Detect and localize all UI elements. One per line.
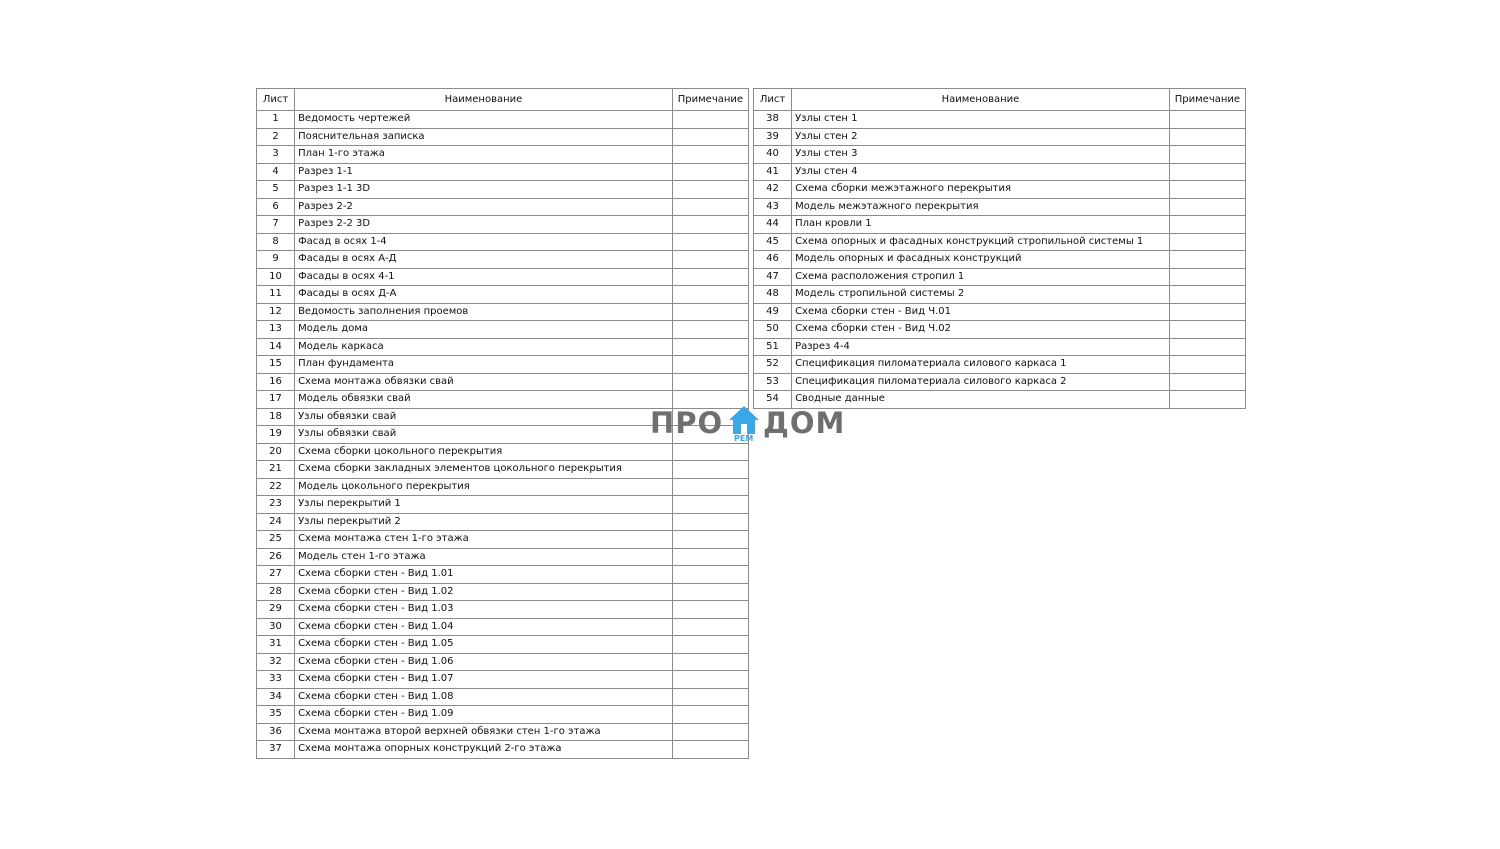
sheet-name-cell: План кровли 1 xyxy=(792,216,1170,234)
sheet-name-cell: Фасады в осях 4-1 xyxy=(295,268,673,286)
sheet-number-cell: 29 xyxy=(257,601,295,619)
note-cell xyxy=(1169,251,1245,269)
table-row xyxy=(754,373,1246,391)
drawings-list-table-right xyxy=(753,88,1246,409)
table-row xyxy=(754,338,1246,356)
sheet-name-cell: Схема монтажа второй верхней обвязки стен 1-го этажа xyxy=(295,723,673,741)
sheet-number-cell: 24 xyxy=(257,513,295,531)
table-row xyxy=(257,128,749,146)
table-body-right xyxy=(754,111,1246,409)
logo-text-right: ДОМ xyxy=(763,406,846,440)
sheet-name-cell: План 1-го этажа xyxy=(295,146,673,164)
table-row xyxy=(257,251,749,269)
sheet-name-cell: Схема монтажа стен 1-го этажа xyxy=(295,531,673,549)
sheet-number-cell: 53 xyxy=(754,373,792,391)
sheet-name-cell: Разрез 1-1 3D xyxy=(295,181,673,199)
header-name: Наименование xyxy=(295,89,673,111)
sheet-name-cell: Схема сборки межэтажного перекрытия xyxy=(792,181,1170,199)
sheet-name-cell: Модель дома xyxy=(295,321,673,339)
sheet-number-cell: 33 xyxy=(257,671,295,689)
sheet-name-cell: Схема расположения стропил 1 xyxy=(792,268,1170,286)
sheet-name-cell: Модель обвязки свай xyxy=(295,391,673,409)
note-cell xyxy=(672,513,748,531)
sheet-name-cell: Сводные данные xyxy=(792,391,1170,409)
sheet-name-cell: Ведомость чертежей xyxy=(295,111,673,129)
note-cell xyxy=(1169,338,1245,356)
sheet-number-cell: 17 xyxy=(257,391,295,409)
sheet-number-cell: 46 xyxy=(754,251,792,269)
note-cell xyxy=(672,146,748,164)
table-row xyxy=(257,181,749,199)
table-row xyxy=(754,321,1246,339)
sheet-name-cell: Узлы стен 3 xyxy=(792,146,1170,164)
note-cell xyxy=(672,653,748,671)
sheet-number-cell: 31 xyxy=(257,636,295,654)
header-note: Примечание xyxy=(1169,89,1245,111)
note-cell xyxy=(672,496,748,514)
note-cell xyxy=(672,286,748,304)
sheet-number-cell: 37 xyxy=(257,741,295,759)
table-row xyxy=(754,233,1246,251)
sheet-name-cell: Схема сборки стен - Вид Ч.01 xyxy=(792,303,1170,321)
sheet-name-cell: Модель цокольного перекрытия xyxy=(295,478,673,496)
table-header-row xyxy=(754,89,1246,111)
header-name: Наименование xyxy=(792,89,1170,111)
sheet-name-cell: Фасады в осях Д-А xyxy=(295,286,673,304)
table-row xyxy=(754,286,1246,304)
table-row xyxy=(257,303,749,321)
sheet-name-cell: План фундамента xyxy=(295,356,673,374)
sheet-name-cell: Узлы стен 2 xyxy=(792,128,1170,146)
table-row xyxy=(257,636,749,654)
sheet-number-cell: 1 xyxy=(257,111,295,129)
note-cell xyxy=(672,706,748,724)
sheet-name-cell: Фасады в осях А-Д xyxy=(295,251,673,269)
sheet-number-cell: 54 xyxy=(754,391,792,409)
sheet-number-cell: 14 xyxy=(257,338,295,356)
table-row xyxy=(257,198,749,216)
note-cell xyxy=(1169,303,1245,321)
sheet-name-cell: Разрез 1-1 xyxy=(295,163,673,181)
note-cell xyxy=(672,198,748,216)
note-cell xyxy=(1169,391,1245,409)
sheet-name-cell: Модель стен 1-го этажа xyxy=(295,548,673,566)
note-cell xyxy=(672,548,748,566)
sheet-name-cell: Спецификация пиломатериала силового каркаса 1 xyxy=(792,356,1170,374)
header-note: Примечание xyxy=(672,89,748,111)
table-row xyxy=(754,181,1246,199)
table-row xyxy=(754,268,1246,286)
sheet-number-cell: 45 xyxy=(754,233,792,251)
table-row xyxy=(257,373,749,391)
table-row xyxy=(754,216,1246,234)
sheet-number-cell: 28 xyxy=(257,583,295,601)
sheet-name-cell: Узлы перекрытий 1 xyxy=(295,496,673,514)
sheet-number-cell: 8 xyxy=(257,233,295,251)
note-cell xyxy=(672,618,748,636)
table-row xyxy=(257,478,749,496)
sheet-name-cell: Модель опорных и фасадных конструкций xyxy=(792,251,1170,269)
sheet-name-cell: Схема сборки стен - Вид 1.04 xyxy=(295,618,673,636)
sheet-name-cell: Схема опорных и фасадных конструкций стропильной системы 1 xyxy=(792,233,1170,251)
sheet-name-cell: Схема сборки стен - Вид 1.05 xyxy=(295,636,673,654)
table-row xyxy=(257,233,749,251)
note-cell xyxy=(672,321,748,339)
sheet-number-cell: 20 xyxy=(257,443,295,461)
sheet-number-cell: 3 xyxy=(257,146,295,164)
table-row xyxy=(257,321,749,339)
note-cell xyxy=(672,338,748,356)
table-row xyxy=(257,618,749,636)
note-cell xyxy=(672,583,748,601)
note-cell xyxy=(672,111,748,129)
sheet-number-cell: 39 xyxy=(754,128,792,146)
sheet-number-cell: 38 xyxy=(754,111,792,129)
note-cell xyxy=(672,601,748,619)
sheet-name-cell: Узлы перекрытий 2 xyxy=(295,513,673,531)
sheet-name-cell: Узлы обвязки свай xyxy=(295,408,673,426)
note-cell xyxy=(672,688,748,706)
header-sheet: Лист xyxy=(257,89,295,111)
sheet-name-cell: Разрез 2-2 xyxy=(295,198,673,216)
sheet-name-cell: Схема сборки цокольного перекрытия xyxy=(295,443,673,461)
note-cell xyxy=(1169,128,1245,146)
sheet-name-cell: Узлы обвязки свай xyxy=(295,426,673,444)
sheet-number-cell: 40 xyxy=(754,146,792,164)
sheet-number-cell: 4 xyxy=(257,163,295,181)
note-cell xyxy=(1169,198,1245,216)
table-row xyxy=(754,356,1246,374)
table-row xyxy=(754,303,1246,321)
note-cell xyxy=(672,163,748,181)
note-cell xyxy=(1169,286,1245,304)
note-cell xyxy=(672,478,748,496)
sheet-number-cell: 9 xyxy=(257,251,295,269)
note-cell xyxy=(672,356,748,374)
sheet-number-cell: 34 xyxy=(257,688,295,706)
table-row xyxy=(257,688,749,706)
note-cell xyxy=(672,303,748,321)
sheet-name-cell: Разрез 4-4 xyxy=(792,338,1170,356)
note-cell xyxy=(672,531,748,549)
sheet-number-cell: 32 xyxy=(257,653,295,671)
note-cell xyxy=(1169,111,1245,129)
table-row xyxy=(754,146,1246,164)
note-cell xyxy=(1169,163,1245,181)
sheet-number-cell: 23 xyxy=(257,496,295,514)
table-row xyxy=(257,286,749,304)
sheet-number-cell: 47 xyxy=(754,268,792,286)
table-row xyxy=(754,111,1246,129)
note-cell xyxy=(672,268,748,286)
sheet-number-cell: 6 xyxy=(257,198,295,216)
table-row xyxy=(257,268,749,286)
sheet-number-cell: 48 xyxy=(754,286,792,304)
sheet-name-cell: Схема монтажа обвязки свай xyxy=(295,373,673,391)
sheet-name-cell: Узлы стен 4 xyxy=(792,163,1170,181)
sheet-number-cell: 21 xyxy=(257,461,295,479)
table-row xyxy=(257,163,749,181)
table-row xyxy=(257,356,749,374)
table-header-row xyxy=(257,89,749,111)
note-cell xyxy=(1169,356,1245,374)
sheet-number-cell: 18 xyxy=(257,408,295,426)
logo-text-left: ПРО xyxy=(650,406,724,440)
note-cell xyxy=(672,373,748,391)
table-row xyxy=(257,601,749,619)
sheet-number-cell: 5 xyxy=(257,181,295,199)
table-row xyxy=(257,461,749,479)
sheet-name-cell: Спецификация пиломатериала силового каркаса 2 xyxy=(792,373,1170,391)
note-cell xyxy=(1169,268,1245,286)
table-row xyxy=(257,723,749,741)
note-cell xyxy=(672,566,748,584)
sheet-number-cell: 44 xyxy=(754,216,792,234)
table-row xyxy=(257,146,749,164)
sheet-name-cell: Схема сборки стен - Вид Ч.02 xyxy=(792,321,1170,339)
sheet-number-cell: 43 xyxy=(754,198,792,216)
sheet-number-cell: 15 xyxy=(257,356,295,374)
sheet-name-cell: Узлы стен 1 xyxy=(792,111,1170,129)
table-row xyxy=(754,128,1246,146)
table-row xyxy=(754,198,1246,216)
sheet-number-cell: 50 xyxy=(754,321,792,339)
sheet-number-cell: 22 xyxy=(257,478,295,496)
pro-dom-logo xyxy=(650,404,850,448)
sheet-name-cell: Ведомость заполнения проемов xyxy=(295,303,673,321)
note-cell xyxy=(1169,146,1245,164)
note-cell xyxy=(672,461,748,479)
table-row xyxy=(257,216,749,234)
sheet-number-cell: 52 xyxy=(754,356,792,374)
table-row xyxy=(257,671,749,689)
sheet-name-cell: Модель межэтажного перекрытия xyxy=(792,198,1170,216)
header-sheet: Лист xyxy=(754,89,792,111)
sheet-number-cell: 16 xyxy=(257,373,295,391)
note-cell xyxy=(1169,233,1245,251)
table-row xyxy=(257,496,749,514)
sheet-number-cell: 41 xyxy=(754,163,792,181)
sheet-number-cell: 10 xyxy=(257,268,295,286)
sheet-number-cell: 13 xyxy=(257,321,295,339)
sheet-number-cell: 19 xyxy=(257,426,295,444)
sheet-name-cell: Схема сборки стен - Вид 1.08 xyxy=(295,688,673,706)
sheet-number-cell: 25 xyxy=(257,531,295,549)
sheet-name-cell: Схема монтажа опорных конструкций 2-го этажа xyxy=(295,741,673,759)
note-cell xyxy=(672,233,748,251)
sheet-name-cell: Схема сборки стен - Вид 1.02 xyxy=(295,583,673,601)
sheet-number-cell: 26 xyxy=(257,548,295,566)
note-cell xyxy=(1169,181,1245,199)
note-cell xyxy=(672,128,748,146)
sheet-number-cell: 35 xyxy=(257,706,295,724)
sheet-name-cell: Схема сборки стен - Вид 1.07 xyxy=(295,671,673,689)
table-row xyxy=(257,338,749,356)
sheet-name-cell: Схема сборки стен - Вид 1.06 xyxy=(295,653,673,671)
table-row xyxy=(257,513,749,531)
sheet-number-cell: 49 xyxy=(754,303,792,321)
table-row xyxy=(257,548,749,566)
sheet-name-cell: Модель каркаса xyxy=(295,338,673,356)
note-cell xyxy=(1169,321,1245,339)
note-cell xyxy=(672,671,748,689)
sheet-number-cell: 12 xyxy=(257,303,295,321)
note-cell xyxy=(1169,216,1245,234)
note-cell xyxy=(672,741,748,759)
note-cell xyxy=(672,723,748,741)
note-cell xyxy=(672,636,748,654)
sheet-number-cell: 30 xyxy=(257,618,295,636)
table-row xyxy=(257,566,749,584)
table-row xyxy=(257,653,749,671)
table-row xyxy=(257,531,749,549)
note-cell xyxy=(672,181,748,199)
sheet-name-cell: Фасад в осях 1-4 xyxy=(295,233,673,251)
table-row xyxy=(257,111,749,129)
table-row xyxy=(754,251,1246,269)
table-row xyxy=(257,706,749,724)
sheet-name-cell: Схема сборки стен - Вид 1.03 xyxy=(295,601,673,619)
sheet-name-cell: Схема сборки стен - Вид 1.09 xyxy=(295,706,673,724)
note-cell xyxy=(672,216,748,234)
table-row xyxy=(257,741,749,759)
sheet-number-cell: 27 xyxy=(257,566,295,584)
note-cell xyxy=(672,251,748,269)
sheet-name-cell: Схема сборки стен - Вид 1.01 xyxy=(295,566,673,584)
sheet-name-cell: Пояснительная записка xyxy=(295,128,673,146)
sheet-number-cell: 42 xyxy=(754,181,792,199)
note-cell xyxy=(1169,373,1245,391)
sheet-name-cell: Схема сборки закладных элементов цокольного перекрытия xyxy=(295,461,673,479)
table-row xyxy=(754,163,1246,181)
table-row xyxy=(257,583,749,601)
sheet-number-cell: 2 xyxy=(257,128,295,146)
sheet-number-cell: 11 xyxy=(257,286,295,304)
sheet-number-cell: 51 xyxy=(754,338,792,356)
logo-small-text: РЕМ xyxy=(734,434,754,443)
sheet-name-cell: Разрез 2-2 3D xyxy=(295,216,673,234)
sheet-name-cell: Модель стропильной системы 2 xyxy=(792,286,1170,304)
sheet-number-cell: 36 xyxy=(257,723,295,741)
sheet-number-cell: 7 xyxy=(257,216,295,234)
